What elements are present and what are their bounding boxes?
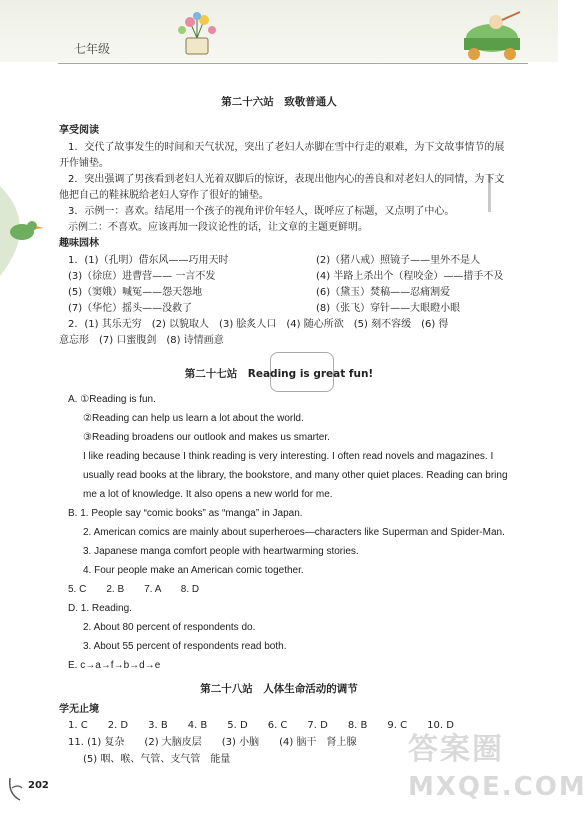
s27-choice-answers: 5. C 2. B 7. A 8. D xyxy=(68,584,200,595)
s27-line: B. 1. People say “comic books” as “manga” in Japan. xyxy=(68,508,303,519)
s26-garden-item: (4) 半路上杀出个（程咬金）——措手不及 xyxy=(316,271,504,282)
s27-line: ③Reading broadens our outlook and makes us smarter. xyxy=(83,432,330,443)
section-enjoy-reading: 享受阅读 xyxy=(59,125,99,136)
s26-garden-item: (5)（窦娥）喊冤——怨天怨地 xyxy=(68,287,203,298)
s27-line: I like reading because I think reading is very interesting. I often read novels and magazines. I xyxy=(83,451,494,462)
s27-order-answer: E. c→a→f→b→d→e xyxy=(68,660,161,671)
s26-line: 开作铺垫。 xyxy=(59,158,109,169)
s26-line: 1．交代了故事发生的时间和天气状况，突出了老妇人赤脚在雪中行走的艰难，为下文故事情节的展 xyxy=(68,142,505,153)
s26-line: 2．(1) 其乐无穷 (2) 以貌取人 (3) 脍炙人口 (4) 随心所欲 (5) 刻不容缓 (6) 得 xyxy=(68,319,449,330)
s26-garden-item: (2)（猪八戒）照镜子——里外不是人 xyxy=(316,255,481,266)
section-fun-garden: 趣味园林 xyxy=(59,238,99,249)
s26-garden-item: (7)（华佗）摇头——没救了 xyxy=(68,303,193,314)
s26-garden-item: (3)（徐庶）进曹营—— 一言不发 xyxy=(68,271,216,282)
watermark-logo: 答案圈 MXQE.COM xyxy=(408,732,587,802)
s26-line: 意忘形 (7) 口蜜腹剑 (8) 诗情画意 xyxy=(59,335,224,346)
grade-label: 七年级 xyxy=(74,42,111,56)
s26-line: 他把自己的鞋袜脱给老妇人穿作了很好的铺垫。 xyxy=(59,190,269,201)
station-26-title: 第二十六站 致敬普通人 xyxy=(221,96,337,108)
s27-line: 3. Japanese manga comfort people with heartwarming stories. xyxy=(83,546,359,557)
s26-garden-item: (8)（张飞）穿针——大眼瞪小眼 xyxy=(316,303,461,314)
s27-line: A. ①Reading is fun. xyxy=(68,394,156,405)
s27-line: 3. About 55 percent of respondents read both. xyxy=(83,641,287,652)
page-number: 202 xyxy=(28,780,49,791)
s27-line: usually read books at the library, the bookstore, and many other quiet places. Reading can bring xyxy=(83,470,508,481)
s26-line: 2．突出强调了男孩看到老妇人光着双脚后的惊讶，表现出他内心的善良和对老妇人的同情，为下文 xyxy=(68,174,505,185)
s28-line: 1. C 2. D 3. B 4. B 5. D 6. C 7. D 8. B 9. C 10. D xyxy=(68,720,454,731)
flower-pot-illustration xyxy=(172,12,222,56)
s27-line: 4. Four people make an American comic together. xyxy=(83,565,304,576)
cart-illustration xyxy=(442,8,542,62)
header-divider xyxy=(58,63,528,64)
s26-line: 示例二：不喜欢。应该再加一段议论性的话，让文章的主题更鲜明。 xyxy=(68,222,368,233)
section-endless-learning: 学无止境 xyxy=(59,704,99,715)
bird-illustration xyxy=(0,186,60,276)
s27-line: me a lot of knowledge. It also opens a new world for me. xyxy=(83,489,333,500)
s28-line: (5) 咽、喉、气管、支气管 能量 xyxy=(83,754,231,765)
s26-garden-item: (6)（黛玉）焚稿——忍痛割爱 xyxy=(316,287,451,298)
s27-line: D. 1. Reading. xyxy=(68,603,132,614)
s26-garden-item: 1．(1)（孔明）借东风——巧用天时 xyxy=(68,255,229,266)
s27-line: ②Reading can help us learn a lot about the world. xyxy=(83,413,304,424)
s27-line: 2. About 80 percent of respondents do. xyxy=(83,622,256,633)
s28-line: 11. (1) 复杂 (2) 大脑皮层 (3) 小脑 (4) 脑干 肾上腺 xyxy=(68,737,357,748)
s27-line: 2. American comics are mainly about superheroes—characters like Superman and Spider-Man. xyxy=(83,527,505,538)
s26-line: 3．示例一：喜欢。结尾用一个孩子的视角评价年轻人，既呼应了标题，又点明了中心。 xyxy=(68,206,455,217)
station-27-title: 第二十七站 Reading is great fun! xyxy=(184,368,374,380)
station-28-title: 第二十八站 人体生命活动的调节 xyxy=(200,683,358,695)
